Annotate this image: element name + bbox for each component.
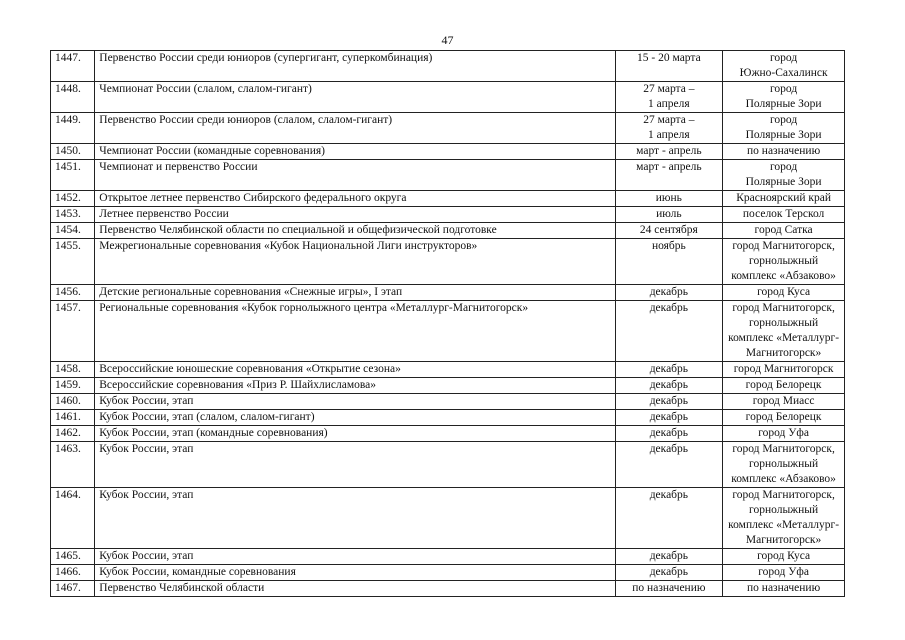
table-row: [51, 426, 845, 442]
event-place-line: Полярные Зори: [745, 98, 822, 110]
event-date: [615, 82, 723, 113]
event-place-line: комплекс «Металлург-: [728, 332, 840, 344]
event-place-line: комплекс «Металлург-: [728, 519, 840, 531]
event-date: [615, 239, 723, 285]
event-name: Всероссийские юношеские соревнования «Открытие сезона»: [95, 362, 615, 378]
event-date: [615, 410, 723, 426]
event-date: [615, 581, 723, 597]
event-place-line: комплекс «Абзаково»: [731, 473, 836, 485]
row-number: 1450.: [51, 144, 95, 160]
event-date-line: март - апрель: [636, 145, 702, 157]
event-place: [723, 442, 845, 488]
event-name: Кубок России, этап: [95, 394, 615, 410]
event-date-line: ноябрь: [651, 240, 686, 252]
row-number: 1457.: [51, 301, 95, 362]
event-date-line: декабрь: [649, 363, 689, 375]
event-name: Первенство Челябинской области по специальной и общефизической подготовке: [95, 223, 615, 239]
event-place-line: Магнитогорск»: [745, 347, 822, 359]
event-date-line: декабрь: [649, 427, 689, 439]
event-place-line: Полярные Зори: [745, 176, 822, 188]
event-place: [723, 410, 845, 426]
event-name: Первенство России среди юниоров (супергигант, суперкомбинация): [95, 51, 615, 82]
event-date: [615, 191, 723, 207]
event-date-line: 15 - 20 марта: [637, 52, 701, 64]
event-place-line: город Белорецк: [745, 411, 822, 423]
event-date-line: декабрь: [649, 550, 689, 562]
event-place-line: город Белорецк: [745, 379, 822, 391]
event-place: [723, 565, 845, 581]
event-date-line: декабрь: [649, 302, 689, 314]
event-date: [615, 301, 723, 362]
event-date: [615, 207, 723, 223]
event-date: [615, 285, 723, 301]
event-name: Кубок России, этап (слалом, слалом-гигант): [95, 410, 615, 426]
event-place: [723, 160, 845, 191]
event-date-line: 27 марта –: [643, 83, 695, 95]
event-place: [723, 362, 845, 378]
row-number: 1451.: [51, 160, 95, 191]
event-place-line: город Уфа: [758, 566, 809, 578]
event-name: Межрегиональные соревнования «Кубок Национальной Лиги инструкторов»: [95, 239, 615, 285]
row-number: 1465.: [51, 549, 95, 565]
event-place-line: город Магнитогорск,: [732, 443, 835, 455]
row-number: 1466.: [51, 565, 95, 581]
event-place-line: горнолыжный: [749, 504, 819, 516]
row-number: 1449.: [51, 113, 95, 144]
table-row: [51, 488, 845, 549]
event-place: [723, 488, 845, 549]
event-place-line: город: [770, 52, 798, 64]
row-number: 1464.: [51, 488, 95, 549]
event-place-line: по назначению: [747, 145, 821, 157]
event-name: Летнее первенство России: [95, 207, 615, 223]
event-place-line: город Миасс: [752, 395, 815, 407]
event-date: [615, 394, 723, 410]
table-row: [51, 301, 845, 362]
table-row: [51, 549, 845, 565]
event-place-line: город Куса: [757, 286, 811, 298]
event-place-line: Красноярский край: [736, 192, 832, 204]
event-name: Кубок России, этап: [95, 488, 615, 549]
event-place: [723, 82, 845, 113]
table-row: [51, 410, 845, 426]
event-date: [615, 442, 723, 488]
event-name: Кубок России, этап: [95, 549, 615, 565]
event-date-line: декабрь: [649, 395, 689, 407]
event-place: [723, 549, 845, 565]
event-date-line: 27 марта –: [643, 114, 695, 126]
event-date-line: 1 апреля: [648, 98, 690, 110]
event-place: [723, 144, 845, 160]
event-name: Всероссийские соревнования «Приз Р. Шайхлисламова»: [95, 378, 615, 394]
table-row: [51, 362, 845, 378]
event-place-line: город: [770, 83, 798, 95]
table-row: [51, 191, 845, 207]
table-row: [51, 207, 845, 223]
event-place-line: Магнитогорск»: [745, 534, 822, 546]
event-place-line: город Магнитогорск,: [732, 302, 835, 314]
event-name: Региональные соревнования «Кубок горнолыжного центра «Металлург-Магнитогорск»: [95, 301, 615, 362]
event-place: [723, 191, 845, 207]
event-date-line: декабрь: [649, 443, 689, 455]
table-row: [51, 581, 845, 597]
events-table: [50, 50, 845, 597]
event-place-line: Полярные Зори: [745, 129, 822, 141]
event-place: [723, 285, 845, 301]
table-row: [51, 223, 845, 239]
event-date: [615, 113, 723, 144]
table-row: [51, 394, 845, 410]
event-date-line: декабрь: [649, 489, 689, 501]
event-place-line: комплекс «Абзаково»: [731, 270, 836, 282]
row-number: 1456.: [51, 285, 95, 301]
row-number: 1447.: [51, 51, 95, 82]
event-name: Чемпионат и первенство России: [95, 160, 615, 191]
event-date-line: июль: [656, 208, 682, 220]
event-date: [615, 378, 723, 394]
event-date: [615, 549, 723, 565]
event-place-line: горнолыжный: [749, 458, 819, 470]
event-name: Кубок России, этап: [95, 442, 615, 488]
row-number: 1453.: [51, 207, 95, 223]
event-place-line: город Магнитогорск,: [732, 489, 835, 501]
event-date-line: по назначению: [632, 582, 706, 594]
event-place-line: город Сатка: [754, 224, 813, 236]
row-number: 1467.: [51, 581, 95, 597]
event-place: [723, 426, 845, 442]
event-place: [723, 113, 845, 144]
events-table-body: [51, 51, 845, 597]
event-place-line: горнолыжный: [749, 255, 819, 267]
event-place: [723, 378, 845, 394]
event-place-line: город Уфа: [758, 427, 809, 439]
event-place: [723, 51, 845, 82]
table-row: [51, 160, 845, 191]
event-name: Чемпионат России (командные соревнования): [95, 144, 615, 160]
event-date: [615, 426, 723, 442]
event-date-line: декабрь: [649, 566, 689, 578]
event-place-line: город: [770, 161, 798, 173]
row-number: 1461.: [51, 410, 95, 426]
event-date-line: июнь: [655, 192, 682, 204]
event-place: [723, 207, 845, 223]
row-number: 1455.: [51, 239, 95, 285]
event-place: [723, 581, 845, 597]
event-date: [615, 223, 723, 239]
row-number: 1462.: [51, 426, 95, 442]
table-row: [51, 144, 845, 160]
table-row: [51, 113, 845, 144]
page-number: 47: [441, 33, 454, 47]
event-name: Детские региональные соревнования «Снежные игры», I этап: [95, 285, 615, 301]
event-name: Чемпионат России (слалом, слалом-гигант): [95, 82, 615, 113]
event-name: Открытое летнее первенство Сибирского федерального округа: [95, 191, 615, 207]
event-date: [615, 362, 723, 378]
event-name: Кубок России, командные соревнования: [95, 565, 615, 581]
event-date: [615, 488, 723, 549]
row-number: 1448.: [51, 82, 95, 113]
event-date: [615, 160, 723, 191]
row-number: 1458.: [51, 362, 95, 378]
event-place: [723, 239, 845, 285]
row-number: 1463.: [51, 442, 95, 488]
table-row: [51, 442, 845, 488]
event-place-line: город Магнитогорск,: [732, 240, 835, 252]
event-date-line: декабрь: [649, 379, 689, 391]
row-number: 1454.: [51, 223, 95, 239]
table-row: [51, 285, 845, 301]
event-date-line: 1 апреля: [648, 129, 690, 141]
event-place: [723, 394, 845, 410]
event-place-line: Южно-Сахалинск: [739, 67, 828, 79]
event-date: [615, 565, 723, 581]
event-name: Первенство Челябинской области: [95, 581, 615, 597]
event-date: [615, 51, 723, 82]
row-number: 1459.: [51, 378, 95, 394]
event-date: [615, 144, 723, 160]
event-place: [723, 223, 845, 239]
row-number: 1460.: [51, 394, 95, 410]
event-place-line: город Куса: [757, 550, 811, 562]
row-number: 1452.: [51, 191, 95, 207]
table-row: [51, 565, 845, 581]
event-place-line: город: [770, 114, 798, 126]
event-place-line: горнолыжный: [749, 317, 819, 329]
event-date-line: декабрь: [649, 286, 689, 298]
event-date-line: декабрь: [649, 411, 689, 423]
event-place-line: поселок Терскол: [742, 208, 825, 220]
table-row: [51, 51, 845, 82]
event-date-line: март - апрель: [636, 161, 702, 173]
table-row: [51, 378, 845, 394]
event-name: Первенство России среди юниоров (слалом, слалом-гигант): [95, 113, 615, 144]
event-place-line: город Магнитогорск: [733, 363, 834, 375]
event-place-line: по назначению: [747, 582, 821, 594]
event-date-line: 24 сентября: [639, 224, 698, 236]
table-row: [51, 239, 845, 285]
event-name: Кубок России, этап (командные соревнования): [95, 426, 615, 442]
event-place: [723, 301, 845, 362]
table-row: [51, 82, 845, 113]
